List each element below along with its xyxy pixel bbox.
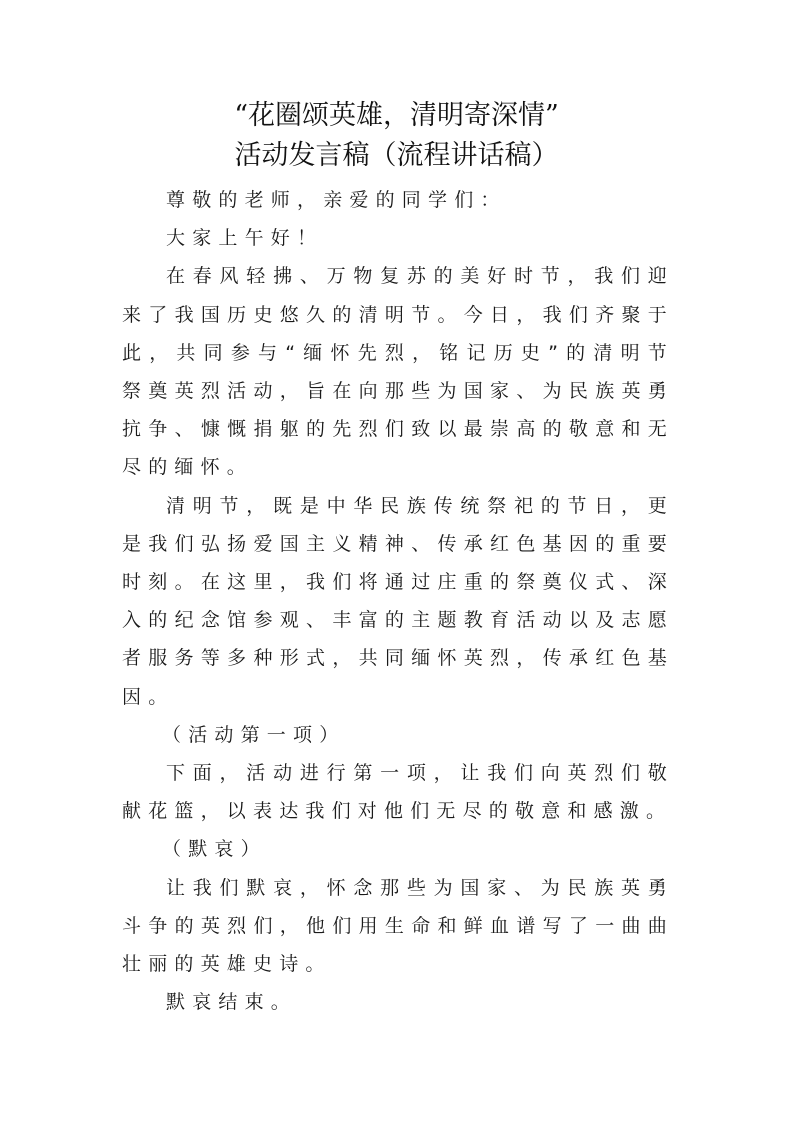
silence-end: 默哀结束。 (166, 991, 298, 1014)
greeting: 大家上午好！ (166, 227, 324, 250)
document-title (0, 96, 793, 176)
paragraph-silence: 让我们默哀，怀念那些为国家、为民族英勇斗争的英烈们，他们用生命和鲜血谱写了一曲曲壮丽的英雄史诗。 (122, 876, 674, 976)
stage-note-item-one: （活动第一项） (162, 723, 346, 746)
stage-note-silence: （默哀） (162, 838, 267, 861)
paragraph-flower-basket: 下面，活动进行第一项，让我们向英烈们敬献花篮，以表达我们对他们无尽的敬意和感激。 (122, 762, 674, 823)
title-line-1: “花圈颂英雄，清明寄深情” (234, 100, 559, 131)
salutation: 尊敬的老师，亲爱的同学们： (166, 189, 507, 211)
title-line-2: 活动发言稿（流程讲话稿） (234, 140, 559, 171)
paragraph-intro: 在春风轻拂、万物复苏的美好时节，我们迎来了我国历史悠久的清明节。今日，我们齐聚于此，共同参与“缅怀先烈，铭记历史”的清明节祭奠英烈活动，旨在向那些为国家、为民族英勇抗争、慷慨捐躯的先烈们致以最崇高的敬意和无尽的缅怀。 (122, 265, 674, 479)
paragraph-qingming: 清明节，既是中华民族传统祭祀的节日，更是我们弘扬爱国主义精神、传承红色基因的重要时刻。在这里，我们将通过庄重的祭奠仪式、深入的纪念馆参观、丰富的主题教育活动以及志愿者服务等多种形式，共同缅怀英烈，传承红色基因。 (122, 494, 674, 708)
document-body (122, 181, 674, 1021)
